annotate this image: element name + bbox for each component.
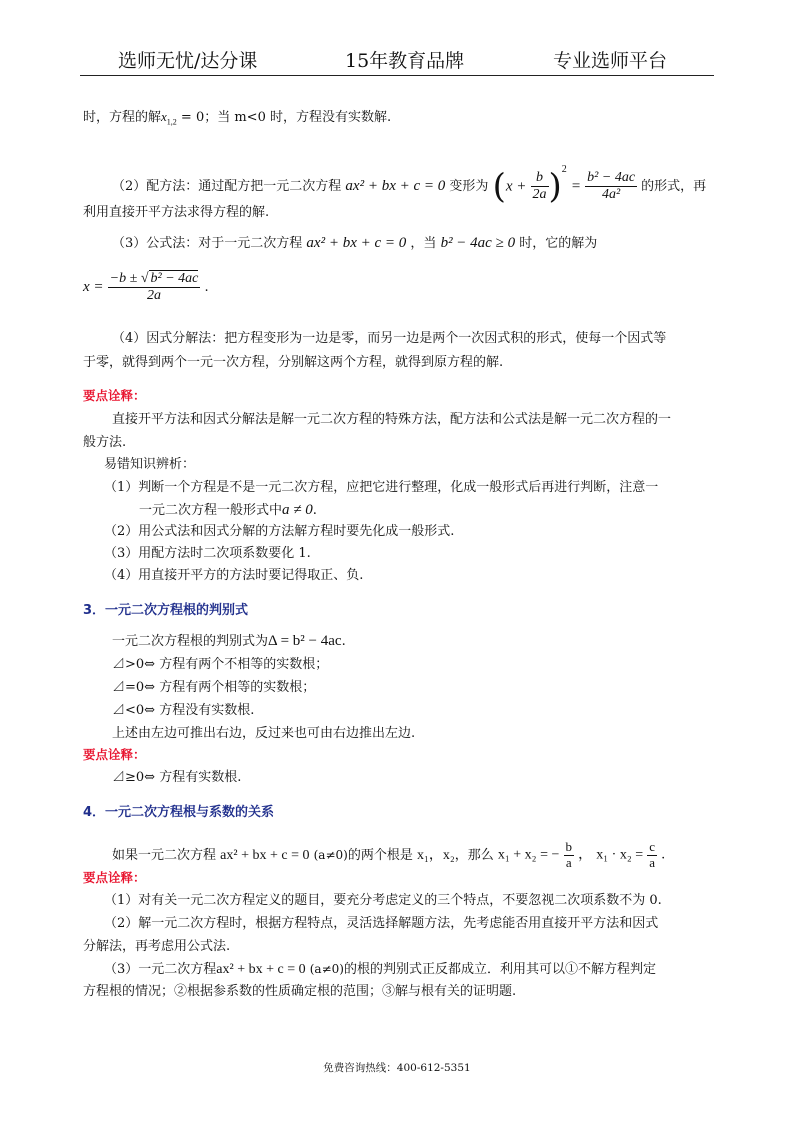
header-platform: 专业选师平台 xyxy=(553,50,668,72)
key-points-label-3: 要点诠释： xyxy=(83,870,146,885)
discriminant-zero: ⊿=0⇔ 方程有两个相等的实数根； xyxy=(112,680,316,695)
footer-hotline: 免费咨询热线：400-612-5351 xyxy=(323,1062,471,1074)
method-completing-square: （2）配方法：通过配方把一元二次方程 ax² + bx + c = 0 变形为 (x + $\frac{b}{2a}$ )$^2$ = $\frac{\text{b² − 4ac}}{\text{4a²}}$ 的形式，再 xyxy=(112,164,707,207)
vieta-note-3: （3）一元二次方程ax² + bx + c = 0 (a≠0)的根的判别式正反都成立．利用其可以①不解方程判定 xyxy=(104,962,656,977)
error-item-1: （1）判断一个方程是不是一元二次方程，应把它进行整理，化成一般形式后再进行判断，注意一 xyxy=(104,480,659,495)
key-points-label-2: 要点诠释： xyxy=(83,747,146,762)
header-divider xyxy=(80,75,714,76)
vieta-formulas: 如果一元二次方程 ax² + bx + c = 0 (a≠0)的两个根是 x₁，x₂，那么 x₁ + x₂ = − $\frac{b}{a}$ ， x₁ · x₂ = $\frac{c}{a}$ . xyxy=(112,839,666,870)
discriminant-positive: ⊿>0⇔ 方程有两个不相等的实数根； xyxy=(112,657,329,672)
vieta-note-3-cont: 方程根的情况；②根据参系数的性质确定根的范围；③解与根有关的证明题. xyxy=(83,984,517,999)
common-errors-label: 易错知识辨析： xyxy=(104,457,196,472)
vieta-note-1: （1）对有关一元二次方程定义的题目，要充分考虑定义的三个特点，不要忽视二次项系数不为 0. xyxy=(104,893,662,908)
key-points-label-1: 要点诠释： xyxy=(83,388,146,403)
header-slogan: 15年教育品牌 xyxy=(345,50,465,72)
method-factoring-cont: 于零，就得到两个一元一次方程，分别解这两个方程，就得到原方程的解. xyxy=(83,355,504,370)
method-formula: （3）公式法：对于一元二次方程 ax² + bx + c = 0 ，当 b² − 4ac ≥ 0 时，它的解为 xyxy=(112,235,598,251)
vieta-note-2-cont: 分解法，再考虑用公式法. xyxy=(83,939,231,954)
discriminant-nonnegative: ⊿≥0⇔ 方程有实数根. xyxy=(112,770,242,785)
discriminant-converse: 上述由左边可推出右边，反过来也可由右边推出左边. xyxy=(112,726,416,741)
error-item-3: （3）用配方法时二次项系数要化 1. xyxy=(104,546,311,561)
error-item-4: （4）用直接开平方的方法时要记得取正、负. xyxy=(104,568,364,583)
vieta-note-2: （2）解一元二次方程时，根据方程特点，灵活选择解题方法，先考虑能否用直接开平方法和因式 xyxy=(104,916,659,931)
text-line-solution: 时，方程的解$x_{1,2} = 0$；当 m<0 时，方程没有实数解. xyxy=(83,109,392,127)
error-item-2: （2）用公式法和因式分解的方法解方程时要先化成一般形式. xyxy=(104,524,455,539)
quadratic-formula: x = $\frac{\text{−b ± √ b² − 4ac}}{2a}$ . xyxy=(83,271,209,304)
method-completing-square-cont: 利用直接开平方法求得方程的解. xyxy=(83,205,270,220)
note-methods: 直接开平方法和因式分解法是解一元二次方程的特殊方法，配方法和公式法是解一元二次方程的一 xyxy=(112,412,672,427)
section-title-vieta: 4．一元二次方程根与系数的关系 xyxy=(83,805,275,820)
note-methods-cont: 般方法. xyxy=(83,435,127,450)
discriminant-negative: ⊿<0⇔ 方程没有实数根. xyxy=(112,703,255,718)
header-brand: 选师无忧/达分课 xyxy=(118,50,258,72)
discriminant-definition: 一元二次方程根的判别式为Δ = b² − 4ac. xyxy=(112,633,346,649)
method-factoring: （4）因式分解法：把方程变形为一边是零，而另一边是两个一次因式积的形式，使每一个因式等 xyxy=(112,331,667,346)
section-title-discriminant: 3．一元二次方程根的判别式 xyxy=(83,603,249,618)
error-item-1-cont: 一元二次方程一般形式中a ≠ 0. xyxy=(139,502,317,518)
